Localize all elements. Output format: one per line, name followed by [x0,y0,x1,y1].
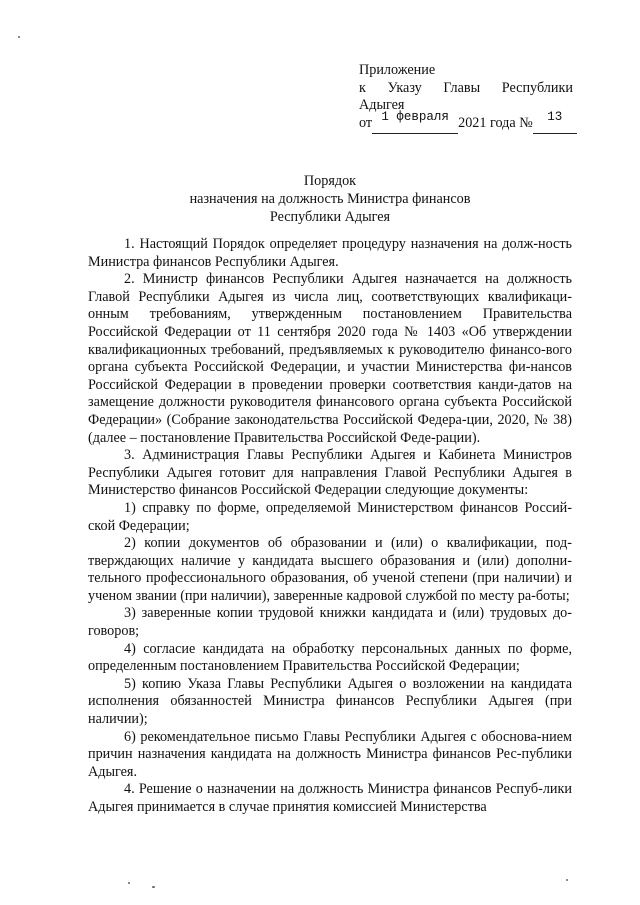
scan-speck [128,882,130,884]
annex-word-decree: Указу [387,79,422,96]
handwritten-number: 13 [533,116,577,135]
list-item-4: 4) согласие кандидата на обработку персональных данных по форме, определенным постановлением Правительства Российской Федерации; [88,640,572,675]
list-item-2: 2) копии документов об образовании и (или) о квалификации, под-тверждающих наличие у кандидата высшего образования и (или) дополни-тельного профессионального образования, об ученой степени (при наличии) и ученом звании (при наличии), заверенные кадровой службой по месту ра-боты; [88,535,572,604]
paragraph-1: 1. Настоящий Порядок определяет процедуру назначения на долж-ность Министра финансов Республики Адыгея. [88,236,572,270]
annex-word-republic: Республики [501,79,573,96]
annex-line-3: Адыгея [359,97,405,113]
annex-line-1: Приложение [359,62,436,78]
list-item-6: 6) рекомендательное письмо Главы Республики Адыгея с обоснова-нием причин назначения кандидата на должность Министра финансов Рес-публики Адыгея. [88,728,572,780]
list-item-5: 5) копию Указа Главы Республики Адыгея о возложении на кандидата исполнения обязанностей Министра финансов Республики Адыгея (при наличии); [88,675,572,728]
paragraph-4: 4. Решение о назначении на должность Министра финансов Респуб-лики Адыгея принимается в случае принятия комиссией Министерства [88,781,572,815]
scan-speck [152,886,155,888]
annex-from: от [359,114,373,131]
document-title [90,172,570,226]
title-line-2: назначения на должность Министра финансов [189,191,471,207]
document-body [88,236,572,817]
paragraph-3: 3. Администрация Главы Республики Адыгея и Кабинета Министров Республики Адыгея готовит для направления Главой Республики Адыгея в Министерство финансов Российской Федерации следующие документы: [88,447,572,499]
paragraph-2: 2. Министр финансов Республики Адыгея назначается на должность Главой Республики Адыгея из числа лиц, соответствующих квалификаци-онным требованиям, утвержденным постановлением Правительства Российской Федерации от 11 сентября 2020 года № 1403 «Об утверждении квалификационных требований, предъявляемых к руководителю финансо-вого органа субъекта Российской Федерации, и участии Министерства фи-нансов Российской Федерации в проведении проверки соответствия канди-датов на замещение должности руководителя финансового органа субъекта Российской Федерации» (Собрание законодательства Российской Федера-ции, 2020, № 38) (далее – постановление Правительства Российской Феде-рации). [88,271,572,446]
title-line-1: Порядок [303,173,357,189]
list-item-1: 1) справку по форме, определяемой Министерством финансов Россий-ской Федерации; [88,499,572,534]
annex-word-head: Главы [443,79,481,96]
annex-block [359,62,573,134]
annex-word-k: к [359,79,366,96]
title-line-3: Республики Адыгея [269,209,391,225]
scan-speck [566,879,568,881]
annex-date-line [359,109,573,135]
list-item-3: 3) заверенные копии трудовой книжки кандидата и (или) трудовых до-говоров; [88,605,572,640]
annex-year-text: 2021 года № [458,114,533,131]
handwritten-date: 1 февраля [372,116,458,135]
annex-line-2 [359,80,573,98]
scan-speck [18,36,20,38]
